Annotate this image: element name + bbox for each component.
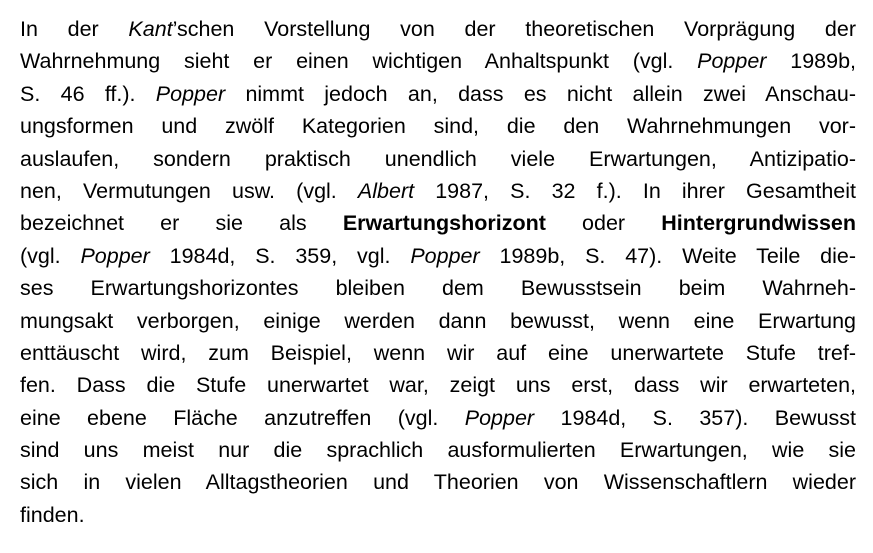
italic-text: Kant bbox=[128, 17, 173, 41]
italic-text: Popper bbox=[697, 49, 767, 74]
text-line bbox=[20, 143, 856, 175]
text-run: Wahrnehmung sieht er einen wichtigen Anhaltspunkt (vgl. bbox=[20, 49, 698, 74]
text-run: eine ebene Fläche anzutreffen (vgl. bbox=[20, 405, 465, 430]
text-line bbox=[20, 110, 856, 142]
text-line bbox=[20, 175, 856, 207]
text-run: nimmt jedoch an, dass es nicht allein zwei Anschau- bbox=[225, 81, 856, 106]
text-run: sich in vielen Alltagstheorien und Theorien von Wissenschaftlern wieder bbox=[20, 470, 856, 495]
text-run: fen. Dass die Stufe unerwartet war, zeigt uns erst, dass wir erwarteten, bbox=[20, 373, 856, 398]
italic-text: Popper bbox=[464, 405, 535, 430]
text-line bbox=[20, 369, 856, 401]
text-run: 1987, S. 32 f.). In ihrer Gesamtheit bbox=[414, 178, 856, 203]
text-line bbox=[20, 272, 856, 304]
text-run: 1989b, bbox=[766, 49, 856, 74]
text-run: finden. bbox=[20, 502, 85, 527]
text-run: ’schen Vorstellung von der theoretischen Vorprägung der bbox=[172, 17, 856, 41]
text-line bbox=[20, 13, 856, 45]
text-run: ungsformen und zwölf Kategorien sind, die den Wahrnehmungen vor- bbox=[20, 114, 856, 139]
text-line bbox=[20, 45, 856, 77]
text-line bbox=[20, 305, 856, 337]
text-run: auslaufen, sondern praktisch unendlich viele Erwartungen, Antizipatio- bbox=[20, 146, 856, 171]
bold-term: Hintergrundwissen bbox=[661, 211, 856, 236]
italic-text: Popper bbox=[410, 243, 480, 268]
text-run: S. 46 ff.). bbox=[20, 81, 156, 106]
text-line bbox=[20, 499, 856, 531]
text-line bbox=[20, 78, 856, 110]
text-run: 1984d, S. 357). Bewusst bbox=[534, 405, 857, 430]
text-run: bezeichnet er sie als bbox=[20, 211, 343, 236]
text-run: In der bbox=[20, 17, 129, 41]
text-run: oder bbox=[545, 211, 662, 236]
body-paragraph bbox=[20, 13, 856, 531]
text-line bbox=[20, 402, 856, 434]
text-line bbox=[20, 466, 856, 498]
italic-text: Popper bbox=[155, 81, 226, 106]
italic-text: Albert bbox=[357, 178, 415, 203]
italic-text: Popper bbox=[80, 243, 150, 268]
text-line bbox=[20, 434, 856, 466]
bold-term: Erwartungshorizont bbox=[342, 211, 546, 236]
text-run: 1984d, S. 359, vgl. bbox=[149, 243, 411, 268]
text-run: 1989b, S. 47). Weite Teile die- bbox=[479, 243, 856, 268]
text-run: enttäuscht wird, zum Beispiel, wenn wir auf eine unerwartete Stufe tref- bbox=[20, 340, 856, 365]
text-line bbox=[20, 337, 856, 369]
text-line bbox=[20, 207, 856, 239]
text-run: mungsakt verborgen, einige werden dann bewusst, wenn eine Erwartung bbox=[20, 308, 856, 333]
text-run: nen, Vermutungen usw. (vgl. bbox=[20, 178, 358, 203]
text-line bbox=[20, 240, 856, 272]
text-run: sind uns meist nur die sprachlich ausformulierten Erwartungen, wie sie bbox=[20, 438, 856, 463]
text-run: ses Erwartungshorizontes bleiben dem Bewusstsein beim Wahrneh- bbox=[20, 276, 856, 301]
text-run: (vgl. bbox=[20, 243, 81, 268]
